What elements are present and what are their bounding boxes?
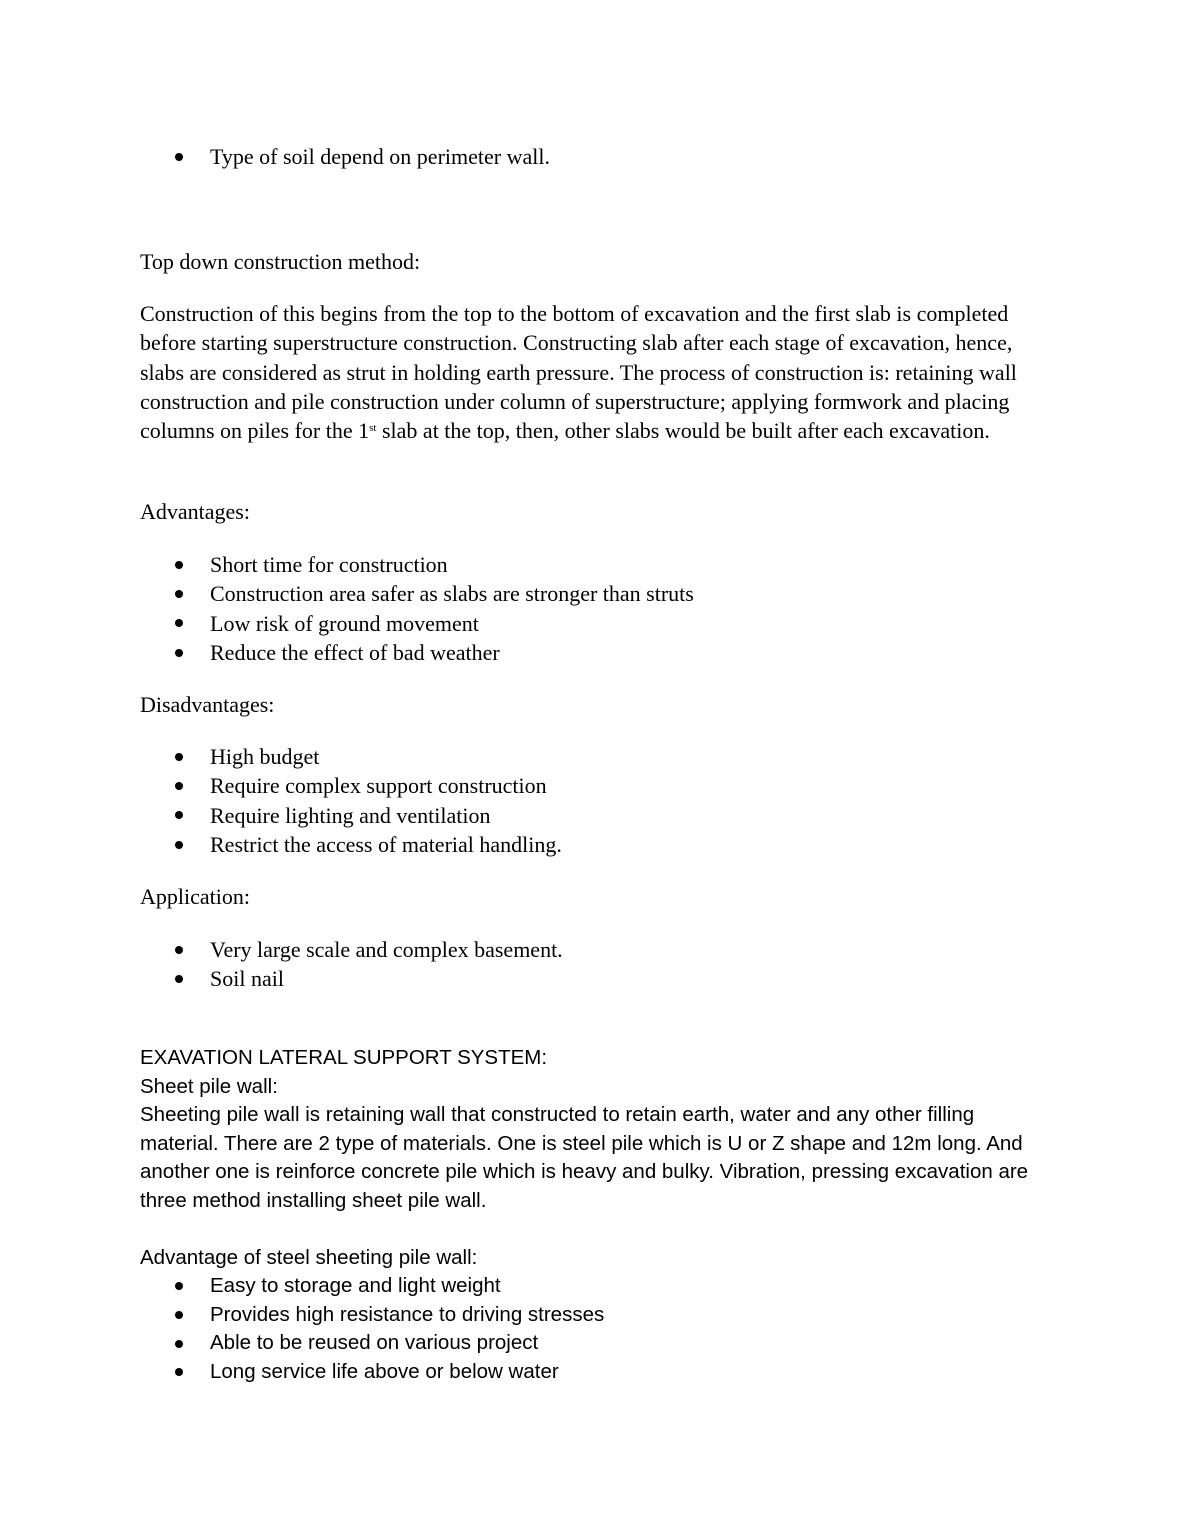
disadvantages-heading: Disadvantages: (140, 692, 275, 717)
list-item: Short time for construction (140, 550, 1055, 579)
list-item: Able to be reused on various project (140, 1329, 1055, 1358)
list-item: Soil nail (140, 964, 1055, 993)
sheet-pile-paragraph: Sheeting pile wall is retaining wall that constructed to retain earth, water and any other filling material. There are 2 type of materials. One is steel pile which is U or Z shape and 12m long. And another one is reinforce concrete pile which is heavy and bulky. Vibration, pressing excavation are three method installing sheet pile wall. (140, 1103, 1029, 1213)
list-item: Long service life above or below water (140, 1358, 1055, 1387)
list-item: Require complex support construction (140, 771, 1055, 800)
bullet-icon (175, 946, 183, 954)
lateral-support-heading: EXAVATION LATERAL SUPPORT SYSTEM: (140, 1046, 548, 1069)
bullet-icon (175, 619, 183, 627)
bullet-icon (175, 975, 183, 983)
list-item: Type of soil depend on perimeter wall. (140, 142, 1055, 171)
top-down-paragraph (140, 299, 1055, 445)
list-item: Reduce the effect of bad weather (140, 638, 1055, 667)
list-item: Require lighting and ventilation (140, 801, 1055, 830)
bullet-icon (175, 753, 183, 761)
bullet-icon (175, 649, 183, 657)
bullet-icon (175, 1282, 183, 1290)
disadvantages-list (140, 742, 1055, 859)
sheet-pile-subheading: Sheet pile wall: (140, 1075, 278, 1098)
ordinal-suffix: st (369, 422, 377, 435)
top-down-text-part1: Construction of this begins from the top to the bottom of excavation and the first slab is completed before starting superstructure construction. Constructing slab after each stage of excavation, hence, slabs are considered as strut in holding earth pressure. The process of construction is: retaining wall construction and pile construction under column of superstructure; applying formwork and placing columns on piles for the 1 (140, 301, 1017, 444)
steel-advantages-list (140, 1272, 1055, 1387)
steel-advantages-heading: Advantage of steel sheeting pile wall: (140, 1246, 478, 1269)
list-item: Provides high resistance to driving stresses (140, 1301, 1055, 1330)
bullet-icon (175, 590, 183, 598)
bullet-icon (175, 561, 183, 569)
advantages-heading: Advantages: (140, 499, 250, 524)
bullet-icon (175, 841, 183, 849)
bullet-icon (175, 153, 183, 161)
bullet-icon (175, 782, 183, 790)
bullet-icon (175, 1340, 183, 1348)
list-item: Easy to storage and light weight (140, 1272, 1055, 1301)
list-item: Low risk of ground movement (140, 609, 1055, 638)
top-down-text-part2: slab at the top, then, other slabs would be built after each excavation. (376, 418, 990, 444)
top-down-heading: Top down construction method: (140, 249, 421, 274)
advantages-list (140, 550, 1055, 667)
list-item: Restrict the access of material handling. (140, 830, 1055, 859)
application-list (140, 935, 1055, 994)
list-item: Very large scale and complex basement. (140, 935, 1055, 964)
bullet-icon (175, 811, 183, 819)
soil-bullet-list (140, 142, 1055, 171)
application-heading: Application: (140, 884, 250, 909)
list-item: Construction area safer as slabs are stronger than struts (140, 579, 1055, 608)
bullet-icon (175, 1311, 183, 1319)
list-item: High budget (140, 742, 1055, 771)
bullet-icon (175, 1368, 183, 1376)
